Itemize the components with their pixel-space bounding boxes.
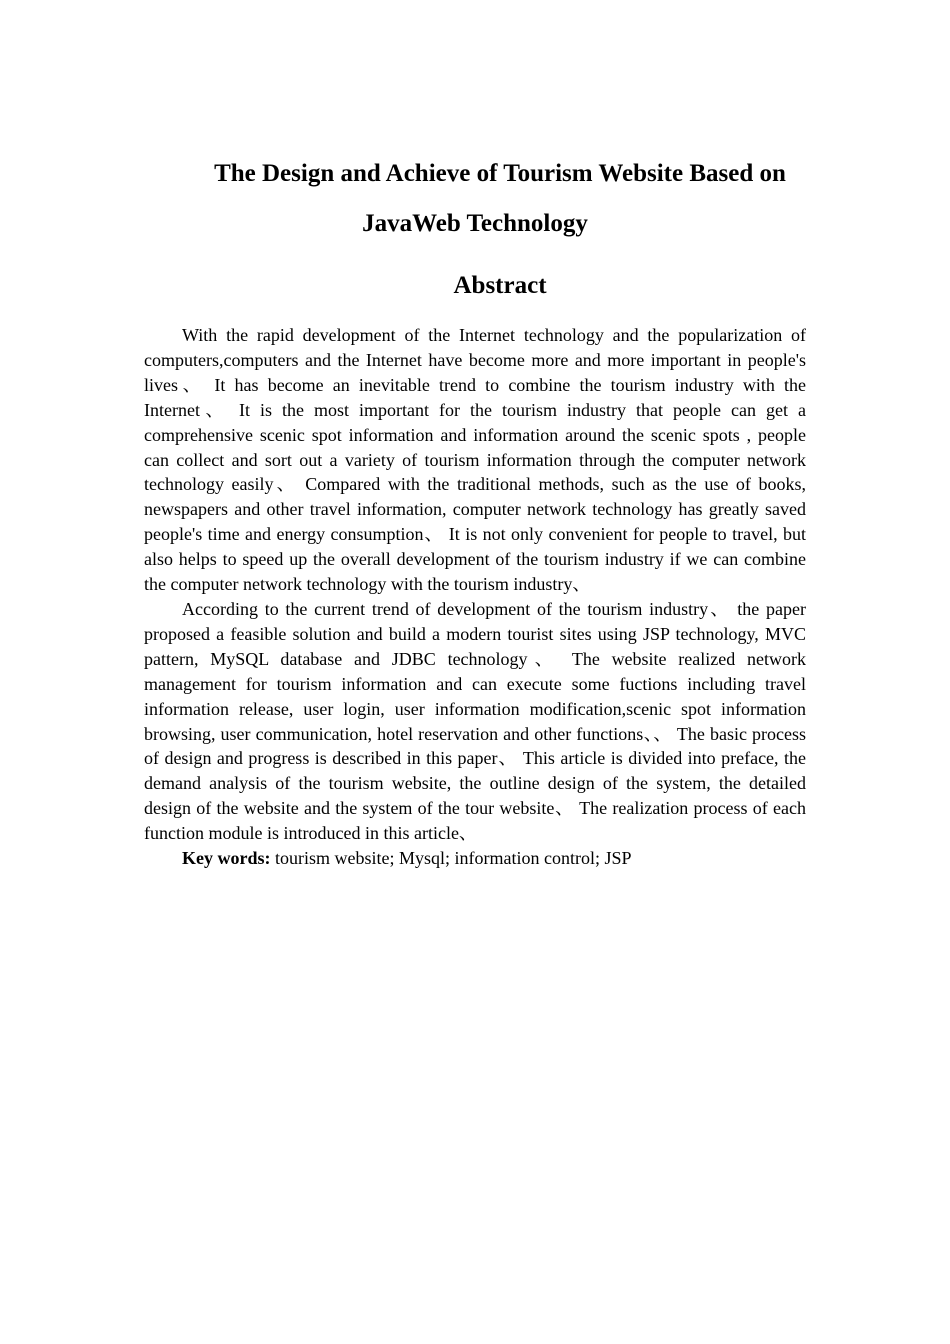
abstract-paragraph-1: With the rapid development of the Internet technology and the popularization of computers,computers and the Internet have become more and more important in people's lives、 It has become an inevitable trend to combine the tourism industry with the Internet、 It is the most important for the tourism industry that people can get a comprehensive scenic spot information and information around the scenic spots , people can collect and sort out a variety of tourism information through the computer network technology easily、 Compared with the traditional methods, such as the use of books, newspapers and other travel information, computer network technology has greatly saved people's time and energy consumption、 It is not only convenient for people to travel, but also helps to speed up the overall development of the tourism industry if we can combine the computer network technology with the tourism industry、 [144, 325, 806, 595]
keywords-line [144, 846, 806, 871]
abstract-heading: Abstract [453, 272, 547, 299]
abstract-paragraph-2: According to the current trend of development of the tourism industry、 the paper proposed a feasible solution and build a modern tourist sites using JSP technology, MVC pattern, MySQL database and JDBC technology、 The website realized network management for tourism information and can execute some fuctions including travel information release, user login, user information modification,scenic spot information browsing, user communication, hotel reservation and other functions、、 The basic process of design and progress is described in this paper、 This article is divided into preface, the demand analysis of the tourism website, the outline design of the system, the detailed design of the website and the system of the tour website、 The realization process of each function module is introduced in this article、 [144, 598, 806, 844]
keywords-label: Key words: [182, 848, 271, 869]
title-line-1: The Design and Achieve of Tourism Website Based on [214, 160, 786, 187]
title-line-2: JavaWeb Technology [362, 210, 588, 237]
abstract-body [144, 323, 806, 871]
keywords-value: tourism website; Mysql; information control; JSP [270, 848, 632, 869]
